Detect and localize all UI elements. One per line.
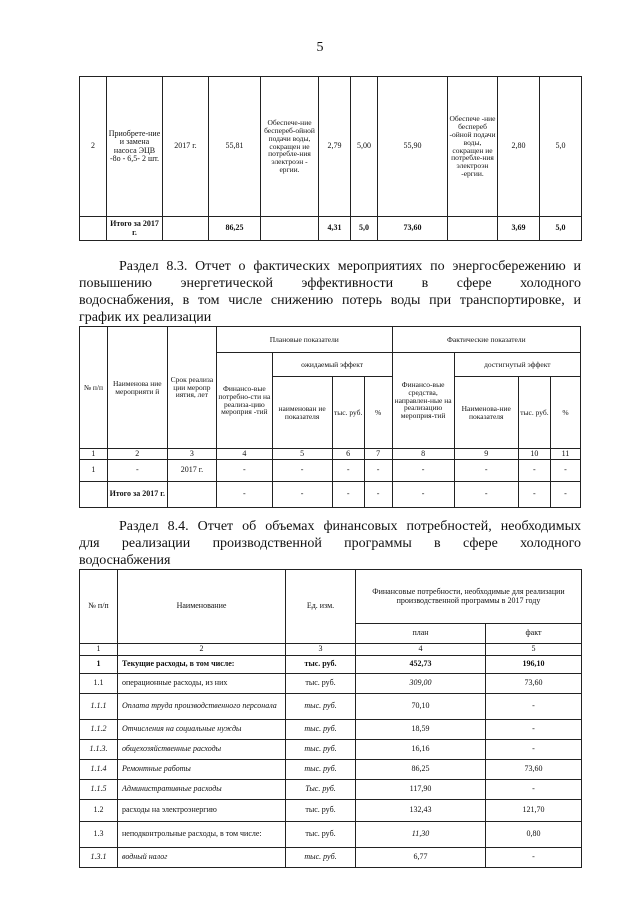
row-plan: 452,73 [356,656,486,674]
header-indicator-fact: Наименова-ние показателя [454,377,518,449]
header-financial-needs: Финансовые потребности, необходимые для реализации производственной программы в 2017 году [356,570,582,624]
table-row [80,694,582,720]
total-label: Итого за 2017 г. [107,217,163,241]
row-number: 1.3.1 [80,848,118,868]
header-fin-plan: Финансо-вые потребно-сти на реализа-цию мероприя -тий [217,353,273,449]
heading-line: водоснабжения, в том числе снижению потерь воды при транспортировке, и [79,293,581,308]
section-8-3-heading [79,258,581,326]
row-plan: 117,90 [356,780,486,800]
table-row [80,77,582,217]
cell: - [332,482,364,508]
header-achieved-effect: достигнутый эффект [454,353,580,377]
column-number: 11 [550,449,580,460]
total-fact-cost: 73,60 [378,217,448,241]
row-unit: тыс. руб. [286,848,356,868]
header-name: Наименование [118,570,286,644]
row-number: 1 [80,656,118,674]
row-fact: - [486,694,582,720]
row-plan: 18,59 [356,720,486,740]
plan-effect: Обеспече-ние бесперeб-ойной подачи воды, сокращен ие потребле-ния электроэн - ергии. [261,77,319,217]
heading-line: повышению энергетической эффективности в сфере холодного [79,276,581,291]
table-row [80,822,582,848]
row-unit: тыс. руб. [286,800,356,822]
row-number: 1.1.2 [80,720,118,740]
total-plan-pct: 5,0 [351,217,378,241]
column-number: 7 [364,449,392,460]
row-unit: тыс. руб. [286,760,356,780]
row-unit: тыс. руб. [286,674,356,694]
row-number: 1.1.4 [80,760,118,780]
table-total-row [80,217,582,241]
column-number: 5 [272,449,332,460]
total-fact-rub: 3,69 [498,217,540,241]
table-row [80,740,582,760]
row-fact: - [486,848,582,868]
table-row [80,780,582,800]
cell: - [332,460,364,482]
row-number: 1.1.1 [80,694,118,720]
column-number: 1 [80,644,118,656]
cell: - [454,460,518,482]
row-name: Отчисления на социальные нужды [118,720,286,740]
measure-name: Приобрете-ние и замена насоса ЭЦВ -8о - 6,5- 2 шт. [107,77,163,217]
row-number: 1.3 [80,822,118,848]
measure-year: 2017 г. [163,77,209,217]
row-name: общехозяйственные расходы [118,740,286,760]
table-total-row [80,482,581,508]
column-number: 2 [118,644,286,656]
cell: - [392,482,454,508]
row-plan: 70,10 [356,694,486,720]
header-term: Срок реализа ции меропр иятия, лет [167,327,216,449]
table-row [80,460,581,482]
row-number: 1.1.3. [80,740,118,760]
header-rub: тыс. руб. [332,377,364,449]
row-unit: Тыс. руб. [286,780,356,800]
total-label: Итого за 2017 г. [107,482,167,508]
row-plan: 132,43 [356,800,486,822]
row-name: Административные расходы [118,780,286,800]
fact-pct: 5,0 [540,77,582,217]
plan-pct: 5,00 [351,77,378,217]
table-row [80,800,582,822]
row-plan: 6,77 [356,848,486,868]
row-name: Ремонтные работы [118,760,286,780]
column-number: 2 [107,449,167,460]
row-plan: 11,30 [356,822,486,848]
row-fact: 121,70 [486,800,582,822]
row-fact: 0,80 [486,822,582,848]
header-number: № п/п [80,570,118,644]
row-fact: 73,60 [486,760,582,780]
cell: - [518,460,550,482]
row-fact: - [486,780,582,800]
table-row [80,760,582,780]
header-pct-fact: % [550,377,580,449]
cell: - [364,482,392,508]
cell: 2017 г. [167,460,216,482]
column-number: 5 [486,644,582,656]
row-unit: тыс. руб. [286,720,356,740]
row-number: 2 [80,77,107,217]
column-number: 9 [454,449,518,460]
heading-line: водоснабжения [79,553,171,568]
fact-effect: Обеспече -ние беспереб -ойной подачи воды, сокращен ие потребле-ния электроэн -ергии. [448,77,498,217]
row-name: операционные расходы, из них [118,674,286,694]
column-numbers-row [80,449,581,460]
financial-needs-table [79,569,582,868]
column-number: 8 [392,449,454,460]
cell: - [107,460,167,482]
row-unit: тыс. руб. [286,822,356,848]
column-number: 10 [518,449,550,460]
row-number: 1.2 [80,800,118,822]
column-number: 3 [167,449,216,460]
total-fact-pct: 5,0 [540,217,582,241]
total-plan-cost: 86,25 [209,217,261,241]
cell: - [217,460,273,482]
table-row [80,848,582,868]
header-unit: Ед. изм. [286,570,356,644]
cell: - [272,482,332,508]
row-name: водный налог [118,848,286,868]
heading-line: Раздел 8.3. Отчет о фактических мероприятиях по энергосбережению и [119,259,581,274]
page-number: 5 [316,40,324,55]
column-number: 4 [217,449,273,460]
row-fact: - [486,740,582,760]
header-measure-name: Наименова ние мероприяти й [107,327,167,449]
row-plan: 86,25 [356,760,486,780]
table-row [80,656,582,674]
header-fact: факт [486,624,582,644]
measures-table-continued [79,76,582,241]
row-plan: 309,00 [356,674,486,694]
header-fact-indicators: Фактические показатели [392,327,580,353]
header-expected-effect: ожидаемый эффект [272,353,392,377]
header-plan: план [356,624,486,644]
column-number: 3 [286,644,356,656]
heading-line: график их реализации [79,310,212,325]
header-fin-fact: Финансо-вые средства, направлен-ные на реализацию мероприя-тий [392,353,454,449]
column-number: 1 [80,449,108,460]
energy-measures-table [79,326,581,508]
row-number: 1.1 [80,674,118,694]
header-rub-fact: тыс. руб. [518,377,550,449]
cell: - [392,460,454,482]
column-number: 4 [356,644,486,656]
row-name: Оплата труда производственного персонала [118,694,286,720]
header-indicator: наименован ие показателя [272,377,332,449]
cell: - [217,482,273,508]
row-name: неподконтрольные расходы, в том числе: [118,822,286,848]
header-plan-indicators: Плановые показатели [217,327,393,353]
header-pct: % [364,377,392,449]
cell: - [454,482,518,508]
table-row [80,720,582,740]
cell: 1 [80,460,108,482]
cell: - [550,460,580,482]
row-name: Текущие расходы, в том числе: [118,656,286,674]
row-unit: тыс. руб. [286,694,356,720]
row-fact: 196,10 [486,656,582,674]
cell: - [550,482,580,508]
fact-cost: 55,90 [378,77,448,217]
cell: - [364,460,392,482]
fact-rub: 2,80 [498,77,540,217]
row-number: 1.1.5 [80,780,118,800]
header-number: № п/п [80,327,108,449]
row-fact: - [486,720,582,740]
cell: - [518,482,550,508]
row-unit: тыс. руб. [286,740,356,760]
section-8-4-heading [79,518,581,569]
column-numbers-row [80,644,582,656]
heading-line: Раздел 8.4. Отчет об объемах финансовых потребностей, необходимых [119,519,581,534]
row-fact: 73,60 [486,674,582,694]
table-row [80,674,582,694]
cell: - [272,460,332,482]
plan-cost: 55,81 [209,77,261,217]
heading-line: для реализации производственной программы в сфере холодного [79,536,581,551]
row-unit: тыс. руб. [286,656,356,674]
row-plan: 16,16 [356,740,486,760]
total-plan-rub: 4,31 [319,217,351,241]
row-name: расходы на электроэнергию [118,800,286,822]
plan-rub: 2,79 [319,77,351,217]
column-number: 6 [332,449,364,460]
